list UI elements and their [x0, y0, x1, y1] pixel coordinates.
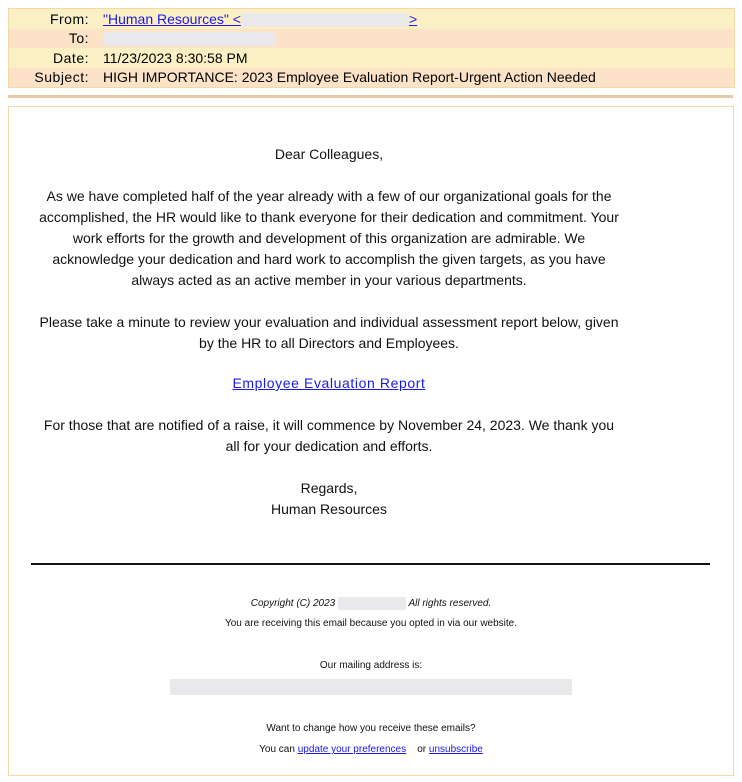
regards-text: Regards,: [300, 480, 358, 496]
redacted-mailing-address: [170, 679, 572, 695]
sender-name: "Human Resources" <: [103, 10, 241, 27]
evaluation-link-wrapper: [39, 373, 619, 394]
from-label: From:: [49, 10, 89, 27]
redacted-sender-email: [241, 13, 409, 27]
you-can-text: You can: [259, 744, 295, 755]
change-prompt: Want to change how you receive these emails?: [266, 723, 476, 734]
subject-value: HIGH IMPORTANCE: 2023 Employee Evaluation Report-Urgent Action Needed: [103, 69, 596, 86]
to-label: To:: [68, 30, 89, 47]
signature: Human Resources: [271, 501, 387, 517]
mailing-label: Our mailing address is:: [319, 660, 423, 671]
opt-in-notice: You are receiving this email because you opted in via our website.: [224, 618, 518, 629]
email-body: [8, 106, 734, 776]
or-text: or: [417, 744, 427, 755]
update-preferences-link[interactable]: update your preferences: [297, 744, 407, 755]
sender-link[interactable]: [103, 11, 417, 27]
from-value: [103, 11, 734, 27]
employee-evaluation-report-link[interactable]: Employee Evaluation Report: [232, 375, 426, 391]
copyright-line: [9, 597, 733, 610]
signoff: [39, 478, 619, 520]
date-value: 11/23/2023 8:30:58 PM: [103, 49, 248, 66]
redacted-company: [338, 597, 406, 610]
redacted-recipient: [103, 32, 275, 46]
date-row: [9, 48, 734, 68]
footer-rule: [31, 563, 710, 565]
greeting: Dear Colleagues,: [274, 146, 384, 162]
email-header: [8, 8, 735, 88]
copyright-suffix: All rights reserved.: [408, 598, 492, 610]
to-value: [103, 30, 734, 46]
date-label: Date:: [53, 49, 89, 66]
paragraph-3: For those that are notified of a raise, it will commence by November 24, 2023. We thank you all for your dedication and efforts.: [43, 417, 615, 454]
from-row: [9, 9, 734, 29]
paragraph-1: As we have completed half of the year already with a few of our organizational goals for the accomplished, the HR would like to thank everyone for their dedication and commitment. Your work efforts for the growth and development of this organization are admirable. We acknowledge your dedication and hard work to accomplish the given targets, as you have always acted as an active member in your various departments.: [39, 188, 619, 288]
sender-close: >: [408, 10, 418, 27]
header-divider: [8, 95, 733, 98]
unsubscribe-link[interactable]: unsubscribe: [428, 744, 483, 755]
mailing-address: [9, 679, 733, 695]
paragraph-2: Please take a minute to review your evaluation and individual assessment report below, given by the HR to all Directors and Employees.: [39, 314, 619, 351]
subject-label: Subject:: [34, 69, 89, 86]
subject-row: [9, 68, 734, 88]
copyright-prefix: Copyright (C) 2023: [250, 598, 336, 610]
to-row: [9, 29, 734, 49]
preferences-line: [9, 744, 733, 755]
